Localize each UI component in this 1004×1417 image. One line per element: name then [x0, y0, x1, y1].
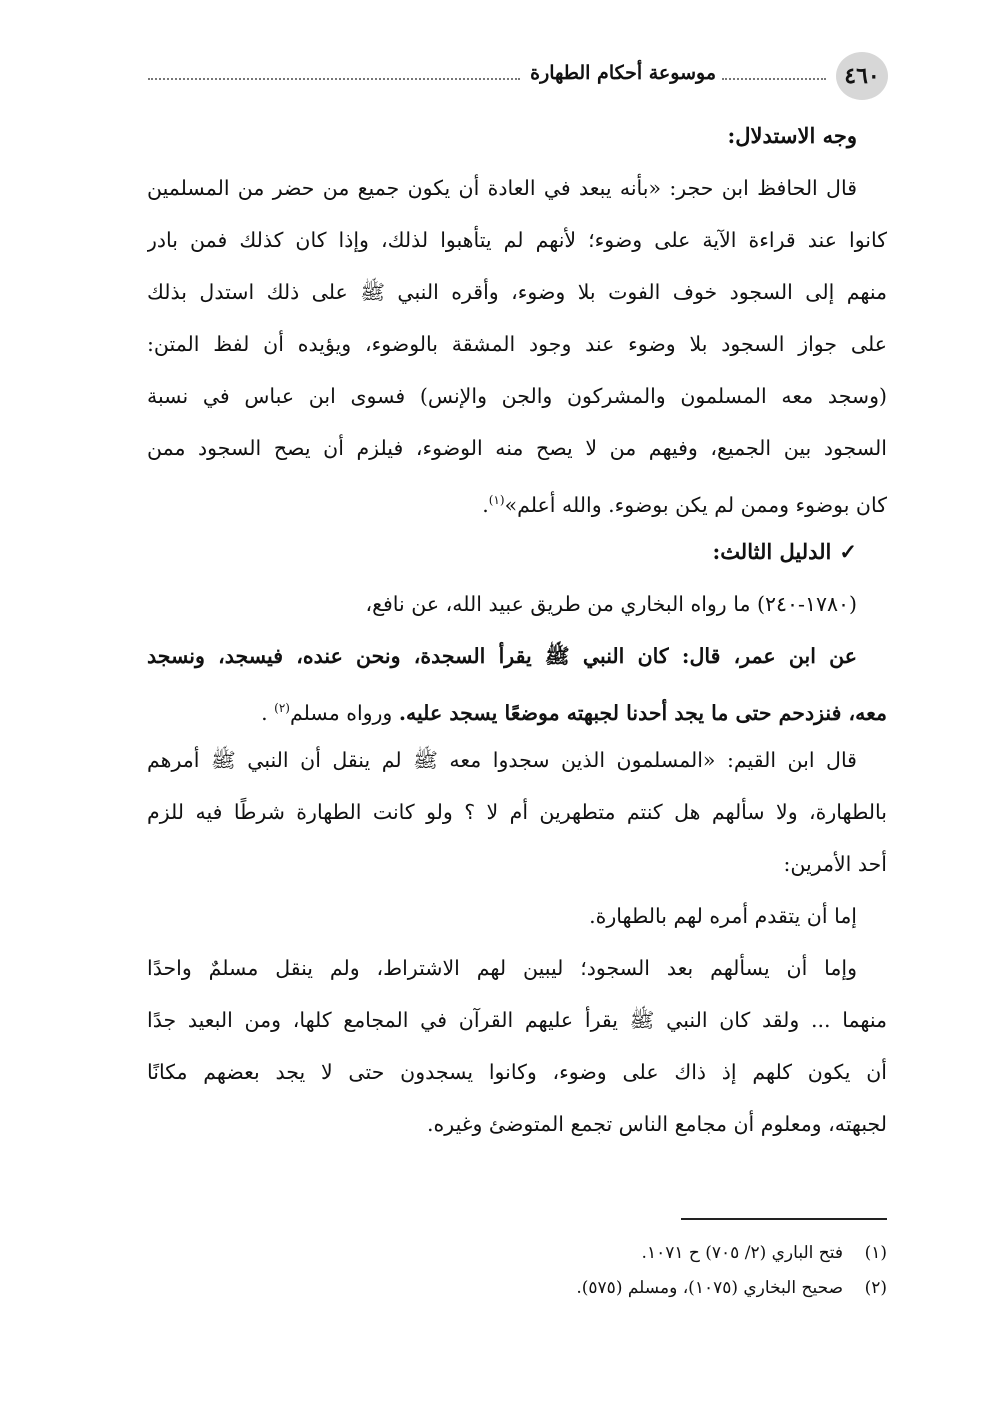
- book-title: موسوعة أحكام الطهارة: [530, 62, 716, 84]
- hadith-chain: (١٧٨٠-٢٤٠) ما رواه البخاري من طريق عبيد الله، عن نافع،: [365, 592, 857, 616]
- footnote-text: صحيح البخاري (١٠٧٥)، ومسلم (٥٧٥).: [576, 1278, 843, 1298]
- text-line: أحد الأمرين:: [783, 852, 887, 876]
- hadith-text: معه، فنزدحم حتى ما يجد أحدنا لجبهته موضعًا يسجد عليه.: [398, 700, 887, 725]
- text-line: على جواز السجود بلا وضوء عند وجود المشقة بالوضوء، ويؤيده أن لفظ المتن:: [147, 332, 887, 356]
- header-dotted-rule-left: [148, 78, 520, 80]
- footnote-ref-1: (١): [488, 493, 505, 507]
- text-line: وإما أن يسألهم بعد السجود؛ ليبين لهم الاشتراط، ولم ينقل مسلمٌ واحدًا: [147, 956, 857, 980]
- period: .: [482, 492, 489, 517]
- footnotes: [147, 1236, 887, 1306]
- footnote-separator: [681, 1218, 887, 1220]
- text-line: (وسجد معه المسلمون والمشركون والجن والإنس) فسوى ابن عباس في نسبة: [147, 384, 887, 408]
- footnote-number: (١): [864, 1243, 887, 1263]
- header-dotted-rule-right: [722, 78, 826, 80]
- running-header: [140, 52, 888, 100]
- text-line-last: [147, 474, 887, 526]
- footnote-number: (٢): [864, 1278, 887, 1298]
- text: كان بوضوء وممن لم يكن بوضوء. والله أعلم»: [504, 492, 887, 517]
- text-line: السجود بين الجميع، وفيهم من لا يصح منه الوضوء، فيلزم أن يصح السجود ممن: [147, 436, 887, 460]
- hadith-text-line: عن ابن عمر، قال: كان النبي ﷺ يقرأ السجدة، ونحن عنده، فيسجد، ونسجد: [147, 644, 857, 668]
- section-heading-inference: وجه الاستدلال:: [727, 123, 857, 148]
- text-line: قال الحافظ ابن حجر: «بأنه يبعد في العادة أن يكون جميع من حضر من المسلمين: [147, 176, 857, 200]
- narration-note: ورواه مسلم: [289, 700, 399, 725]
- text-line: لجبهته، ومعلوم أن مجامع الناس تجمع المتوضئ وغيره.: [427, 1112, 887, 1136]
- footnote: [147, 1271, 887, 1306]
- heading-text: الدليل الثالث:: [712, 539, 832, 564]
- text-line: أن يكون كلهم إذ ذاك على وضوء، وكانوا يسجدون حتى لا يجد بعضهم مكانًا: [147, 1060, 887, 1084]
- page-number: ٤٦٠: [836, 52, 888, 100]
- period: .: [261, 700, 275, 725]
- page-body: [147, 110, 887, 1150]
- text-line: منهما ... ولقد كان النبي ﷺ يقرأ عليهم القرآن في المجامع كلها، ومن البعيد جدًا: [147, 1008, 887, 1032]
- checkmark-icon: ✓: [839, 539, 857, 564]
- footnote-ref-2: (٢): [274, 701, 290, 715]
- text-line: منهم إلى السجود خوف الفوت بلا وضوء، وأقره النبي ﷺ على ذلك استدل بذلك: [147, 280, 887, 304]
- text-line: بالطهارة، ولا سألهم هل كنتم متطهرين أم لا ؟ ولو كانت الطهارة شرطًا فيه للزم: [147, 800, 887, 824]
- text-line: إما أن يتقدم أمره لهم بالطهارة.: [589, 904, 857, 928]
- text-line: كانوا عند قراءة الآية على وضوء؛ لأنهم لم يتأهبوا لذلك، وإذا كان كذلك فمن بادر: [147, 228, 887, 252]
- hadith-text-line-last: [147, 682, 887, 734]
- section-heading-third-evidence: [147, 526, 887, 578]
- footnote-text: فتح الباري (٢/ ٧٠٥) ح ١٠٧١.: [641, 1243, 843, 1263]
- text-line: قال ابن القيم: «المسلمون الذين سجدوا معه ﷺ لم ينقل أن النبي ﷺ أمرهم: [147, 748, 857, 772]
- footnote: [147, 1236, 887, 1271]
